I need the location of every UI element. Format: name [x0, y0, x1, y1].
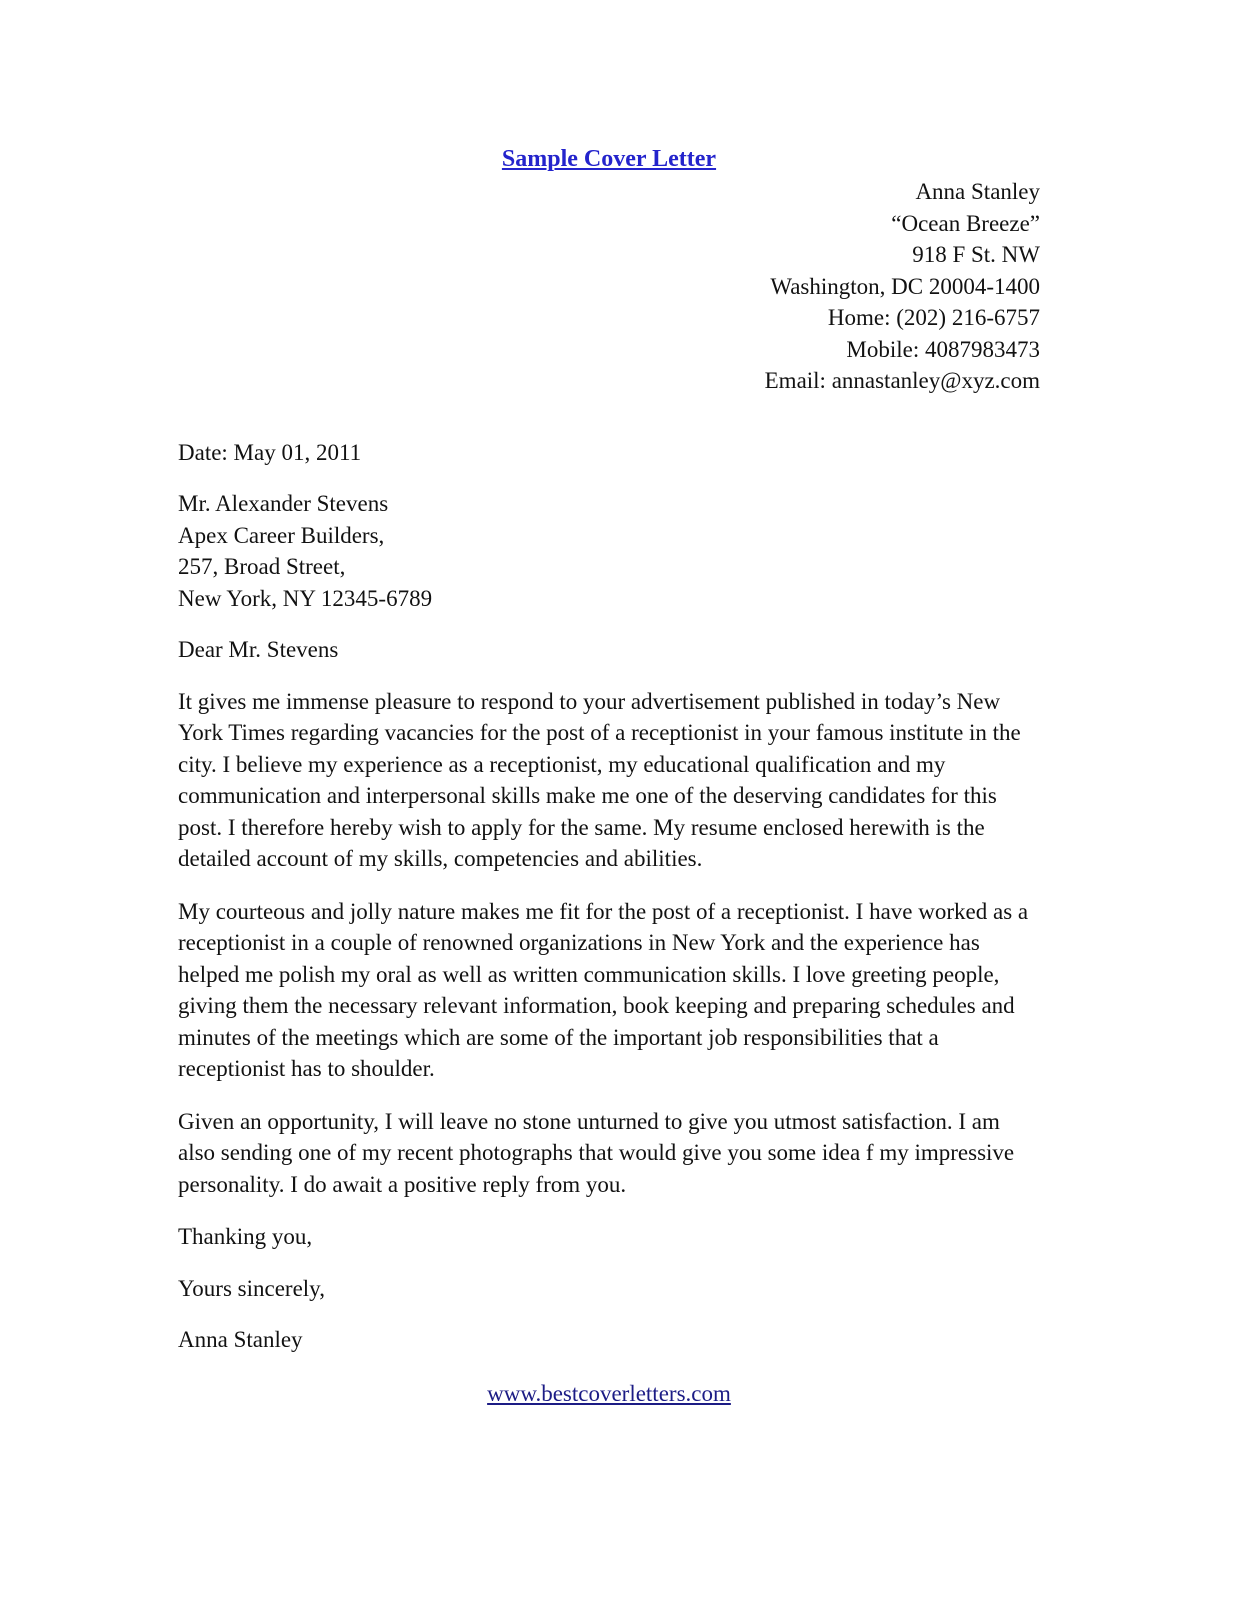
thanking-line: Thanking you,: [178, 1224, 313, 1249]
recipient-address-block: [178, 488, 1040, 614]
sender-mobile-phone: Mobile: 4087983473: [846, 336, 1040, 362]
signature-name: Anna Stanley: [178, 1327, 303, 1352]
sender-home-phone: Home: (202) 216-6757: [827, 305, 1040, 330]
body-paragraph-2: My courteous and jolly nature makes me fit for the post of a receptionist. I have worked as a receptionist in a couple of renowned organizations in New York and the experience has helped me polish my oral as well as written communication skills. I love greeting people, giving them the necessary relevant information, book keeping and preparing schedules and minutes of the meetings which are some of the important job responsibilities that a receptionist has to shoulder.: [178, 898, 1029, 1081]
body-paragraph-1: It gives me immense pleasure to respond to your advertisement published in today’s New York Times regarding vacancies for the post of a receptionist in your famous institute in the city. I believe my experience as a receptionist, my educational qualification and my communication and interpersonal skills make me one of the deserving candidates for this post. I therefore hereby wish to apply for the same. My resume enclosed herewith is the detailed account of my skills, competencies and abilities.: [178, 688, 1021, 871]
sender-city: Washington, DC 20004-1400: [770, 273, 1040, 299]
body-paragraph-3: Given an opportunity, I will leave no stone unturned to give you utmost satisfaction. I am also sending one of my recent photographs that would give you some idea f my impressive personality. I do await a positive reply from you.: [178, 1108, 1015, 1197]
recipient-street: 257, Broad Street,: [178, 554, 346, 579]
signoff-line: Yours sincerely,: [178, 1275, 325, 1301]
recipient-name: Mr. Alexander Stevens: [178, 491, 389, 516]
recipient-city: New York, NY 12345-6789: [178, 585, 433, 611]
sender-street: 918 F St. NW: [912, 242, 1040, 267]
sender-name: Anna Stanley: [915, 179, 1040, 204]
salutation: Dear Mr. Stevens: [178, 637, 339, 662]
sender-residence: “Ocean Breeze”: [891, 210, 1040, 236]
sender-email: Email: annastanley@xyz.com: [764, 368, 1040, 393]
recipient-company: Apex Career Builders,: [178, 522, 385, 548]
sender-address-block: [178, 176, 1040, 397]
date-line: Date: May 01, 2011: [178, 439, 362, 465]
page-title: [178, 143, 1040, 176]
footer-link[interactable]: www.bestcoverletters.com: [487, 1380, 731, 1406]
footer: [178, 1378, 1040, 1410]
title-link[interactable]: Sample Cover Letter: [501, 146, 717, 172]
